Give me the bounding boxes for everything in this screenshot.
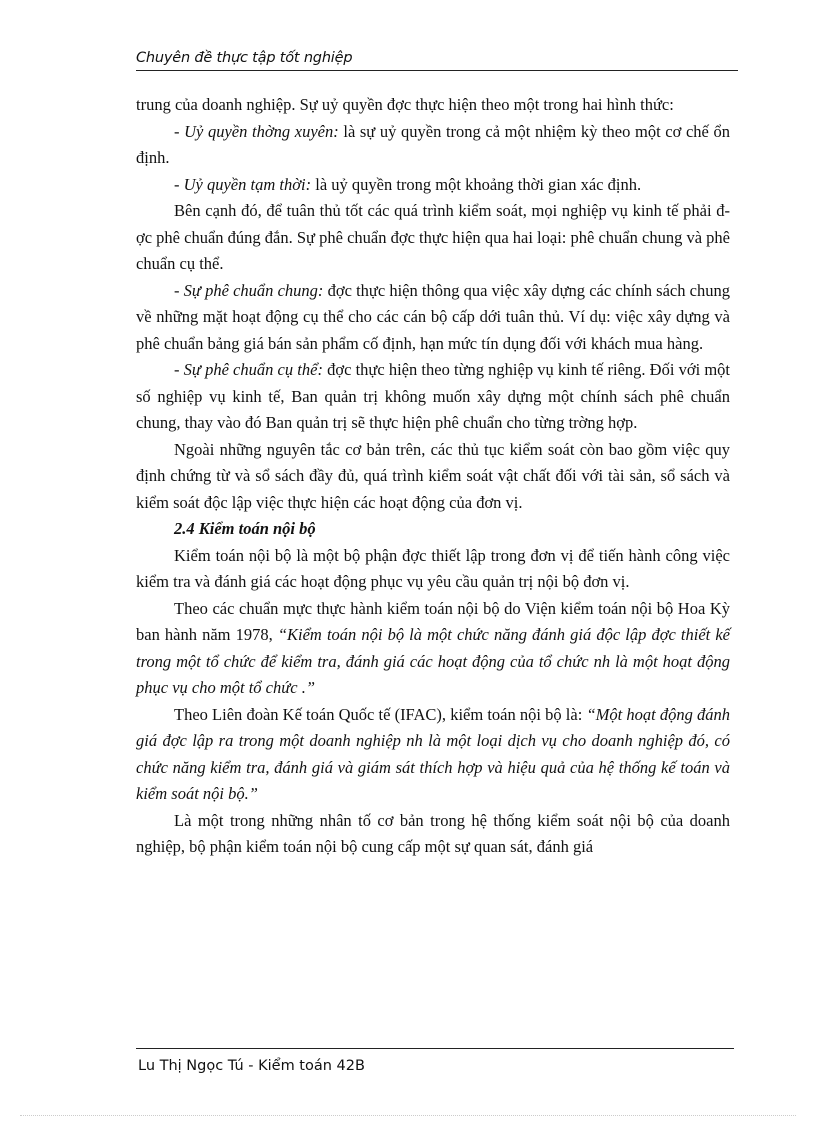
footer-divider [136, 1048, 734, 1049]
term-italic: - Uỷ quyền thờng xuyên: [174, 121, 339, 141]
paragraph: Là một trong những nhân tố cơ bản trong hệ thống kiểm soát nội bộ của doanh nghiệp, bộ phận kiểm toán nội bộ cung cấp một sự quan sát, đánh giá [136, 810, 730, 856]
paragraph: Kiểm toán nội bộ là một bộ phận đợc thiết lập trong đơn vị để tiến hành công việc kiểm tra và đánh giá các hoạt động phục vụ yêu cầu quản trị nội bộ đơn vị. [136, 545, 730, 591]
paragraph [136, 278, 730, 358]
paragraph [136, 172, 730, 199]
document-body [136, 92, 730, 861]
paragraph-text: Theo Liên đoàn Kế toán Quốc tế (IFAC), kiểm toán nội bộ là: [174, 704, 587, 724]
page-edge-divider [20, 1115, 796, 1116]
paragraph-text: đợc thực hiện thông qua việc xây dựng các chính sách chung về những mặt hoạt động cụ thể cho các cán bộ cấp dới tuân thủ. Ví dụ: việc xây dựng và phê chuẩn bảng giá bán sản phẩm cố định, hạn mức tín dụng đối với khách mua hàng. [136, 280, 731, 353]
quote-italic: “Một hoạt động đánh giá đợc lập ra trong một doanh nghiệp nh là một loại dịch vụ cho doanh nghiệp đó, có chức năng kiểm tra, đánh giá và giám sát thích hợp và hiệu quả của hệ thống kế toán và kiểm soát nội bộ.” [136, 704, 730, 803]
paragraph-text: Theo các chuẩn mực thực hành kiểm toán nội bộ do Viện kiểm toán nội bộ Hoa Kỳ ban hành năm 1978, [136, 598, 730, 644]
paragraph: Bên cạnh đó, để tuân thủ tốt các quá trình kiểm soát, mọi nghiệp vụ kinh tế phải đợc phê chuẩn đúng đắn. Sự phê chuẩn đợc thực hiện qua hai loại: phê chuẩn chung và phê chuẩn cụ thể. [136, 201, 730, 273]
quote-italic: “Kiểm toán nội bộ là một chức năng đánh giá độc lập đợc thiết kế trong một tổ chức để kiểm tra, đánh giá các hoạt động của tổ chức nh là một hoạt động phục vụ cho một tổ chức .” [136, 625, 731, 697]
term-italic: - Sự phê chuẩn chung: [174, 280, 324, 300]
paragraph [136, 702, 730, 808]
paragraph [136, 357, 730, 437]
section-heading: 2.4 Kiểm toán nội bộ [174, 519, 316, 538]
paragraph: trung của doanh nghiệp. Sự uỷ quyền đợc thực hiện theo một trong hai hình thức: [136, 95, 674, 114]
term-italic: - Uỷ quyền tạm thời: [174, 174, 312, 194]
header-divider [136, 70, 738, 71]
paragraph [136, 596, 730, 702]
page-header: Chuyên đề thực tập tốt nghiệp [136, 50, 353, 66]
paragraph: Ngoài những nguyên tắc cơ bản trên, các thủ tục kiểm soát còn bao gồm việc quy định chứng từ và sổ sách đầy đủ, quá trình kiểm soát vật chất đối với tài sản, sổ sách và kiểm soát độc lập việc thực hiện các hoạt động của đơn vị. [136, 439, 730, 512]
term-italic: - Sự phê chuẩn cụ thể: [174, 360, 323, 379]
paragraph-text: đợc thực hiện theo từng nghiệp vụ kinh tế riêng. Đối với một số nghiệp vụ kinh tế, Ban quản trị không muốn xây dựng một chính sách phê chuẩn chung, thay vào đó Ban quản trị sẽ thực hiện phê chuẩn cho từng trờng hợp. [136, 360, 730, 432]
page-footer: Lu Thị Ngọc Tú - Kiểm toán 42B [138, 1058, 365, 1074]
paragraph [136, 119, 730, 172]
paragraph-text: là sự uỷ quyền trong cả một nhiệm kỳ theo một cơ chế ổn định. [136, 121, 730, 167]
paragraph-text: là uỷ quyền trong một khoảng thời gian xác định. [311, 174, 642, 194]
